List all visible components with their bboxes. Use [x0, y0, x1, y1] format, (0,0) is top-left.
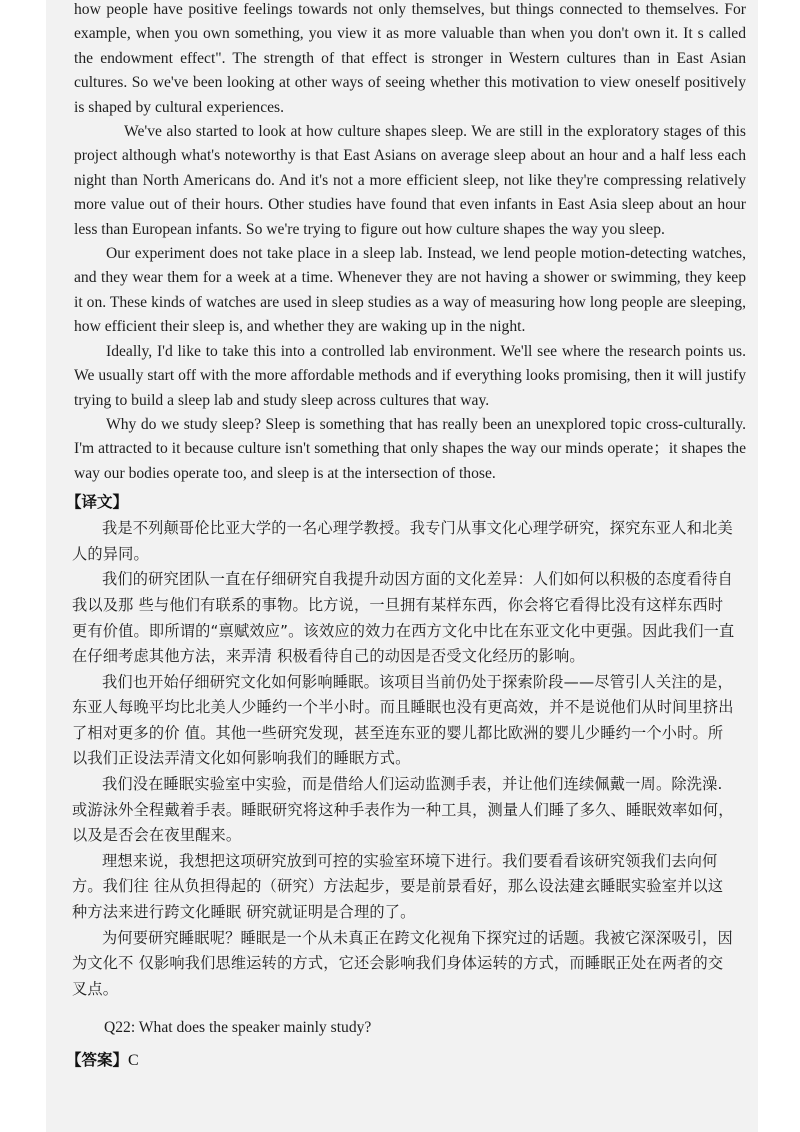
english-paragraph-1: how people have positive feelings towards not only themselves, but things connected to themselves. For example, when you own something, you view it as more valuable than when you don't own it. It s called the endowment effect". The strength of that effect is stronger in Western cultures than in East Asian cultures. So we've been looking at other ways of seeing whether this motivation to view oneself positively is shaped by cultural experiences.	[74, 1, 746, 116]
english-paragraph-5: Why do we study sleep? Sleep is something that has really been an unexplored topic cross-culturally. I'm attracted to it because culture isn't something that only shapes the way our minds operate；it shapes the way our bodies operate too, and sleep is at the intersection of those.	[74, 415, 746, 482]
english-paragraph-3: Our experiment does not take place in a sleep lab. Instead, we lend people motion-detecting watches, and they wear them for a week at a time. Whenever they are not having a shower or swimming, they keep it on. These kinds of watches are used in sleep studies as a way of measuring how long people are sleeping, how efficient their sleep is, and whether they are waking up in the night.	[74, 245, 746, 336]
chinese-paragraph-4: 我们没在睡眠实验室中实验，而是借给人们运动监测手表，并让他们连续佩戴一周。除洗澡.或游泳外全程戴着手表。睡眠研究将这种手表作为一种工具，测量人们睡了多久、睡眠效率如何，以及是否会在夜里醒来。	[72, 775, 734, 845]
chinese-paragraph-2: 我们的研究团队一直在仔细研究自我提升动因方面的文化差异：人们如何以积极的态度看待自我以及那 些与他们有联系的事物。比方说，一旦拥有某样东西，你会将它看得比没有这样东西时更有价值。即所谓的“禀赋效应”。该效应的效力在西方文化中比在东亚文化中更强。因此我们一直在仔细考虑其他方法，来弄清 积极看待自己的动因是否受文化经历的影响。	[72, 570, 735, 666]
english-paragraph-4: Ideally, I'd like to take this into a controlled lab environment. We'll see where the research points us. We usually start off with the more affordable methods and if everything looks promising, then it will justify trying to build a sleep lab and study sleep across cultures that way.	[74, 342, 746, 409]
chinese-paragraph-1: 我是不列颠哥伦比亚大学的一名心理学教授。我专门从事文化心理学研究，探究东亚人和北美人的异同。	[72, 519, 733, 563]
chinese-paragraph-5: 理想来说，我想把这项研究放到可控的实验室环境下进行。我们要看看该研究领我们去向何方。我们往 往从负担得起的（研究）方法起步，要是前景看好，那么设法建玄睡眠实验室并以这种方法来进行跨文化睡眠 研究就证明是合理的了。	[72, 851, 724, 922]
question-text: Q22: What does the speaker mainly study?	[104, 1019, 372, 1037]
english-transcript	[74, 0, 746, 486]
document-page	[46, 0, 758, 1132]
chinese-paragraph-6: 为何要研究睡眠呢？睡眠是一个从未真正在跨文化视角下探究过的话题。我被它深深吸引，因为文化不 仅影响我们思维运转的方式，它还会影响我们身体运转的方式，而睡眠正处在两者的交叉点。	[72, 928, 733, 998]
answer-value: C	[128, 1052, 139, 1070]
answer-label: 【答案】	[66, 1051, 129, 1070]
translation-heading: 【译文】	[66, 493, 129, 512]
chinese-paragraph-3: 我们也开始仔细研究文化如何影响睡眠。该项目当前仍处于探索阶段——尽管引人关注的是，东亚人每晚平均比北美人少睡约一个半小时。而且睡眠也没有更高效，并不是说他们从时间里挤出了相对更多的价 值。其他一些研究发现，甚至连东亚的婴儿都比欧洲的婴儿少睡约一个小时。所以我们正设法弄清文化如何影响我们的睡眠方式。	[72, 672, 734, 768]
english-paragraph-2: We've also started to look at how culture shapes sleep. We are still in the exploratory stages of this project although what's noteworthy is that East Asians on average sleep about an hour and a half less each night than North Americans do. And it's not a more efficient sleep, not like they're compressing relatively more value out of their hours. Other studies have found that even infants in East Asia sleep about an hour less than European infants. So we're trying to figure out how culture shapes the way you sleep.	[74, 123, 746, 238]
answer-line	[66, 1048, 758, 1073]
chinese-translation	[72, 516, 736, 1002]
